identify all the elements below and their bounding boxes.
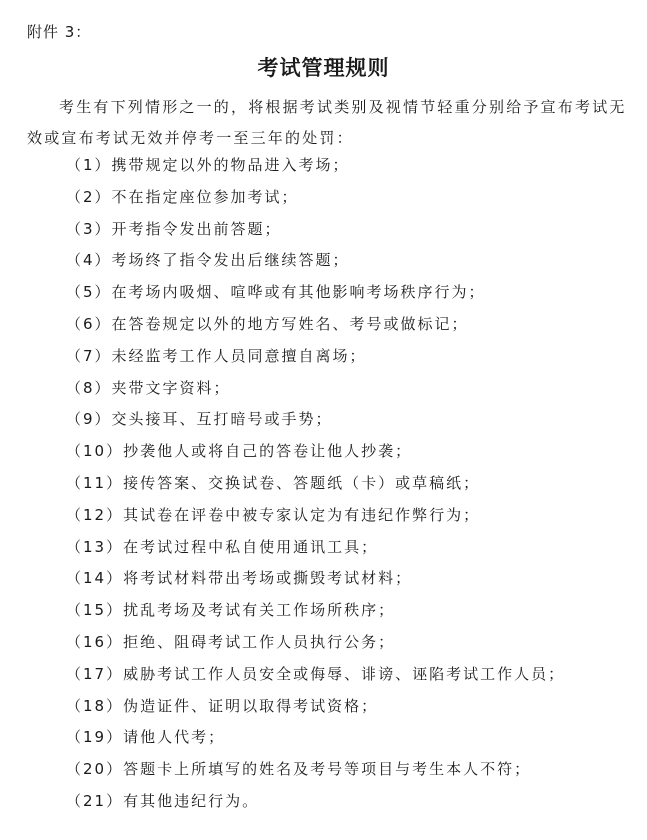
rule-item-21: （21）有其他违纪行为。 [66,791,260,810]
rule-item-4: （4）考场终了指令发出后继续答题； [66,251,350,270]
rule-item-3: （3）开考指令发出前答题； [66,219,282,238]
rule-item-8: （8）夹带文字资料； [66,378,231,397]
rule-item-2: （2）不在指定座位参加考试； [66,187,299,206]
rule-item-18: （18）伪造证件、证明以取得考试资格； [66,696,379,715]
intro-paragraph: 考生有下列情形之一的，将根据考试类别及视情节轻重分别给予宣布考试无效或宣布考试无效并停考一至三年的处罚： [27,98,627,147]
rule-item-20: （20）答题卡上所填写的姓名及考号等项目与考生本人不符； [66,760,532,779]
rule-item-11: （11）接传答案、交换试卷、答题纸（卡）或草稿纸； [66,473,481,492]
rule-item-15: （15）扰乱考场及考试有关工作场所秩序； [66,601,396,620]
rule-item-13: （13）在考试过程中私自使用通讯工具； [66,537,379,556]
rules-list [66,150,565,818]
rule-item-19: （19）请他人代考； [66,728,226,747]
rule-item-6: （6）在答卷规定以外的地方写姓名、考号或做标记； [66,314,469,333]
rule-item-7: （7）未经监考工作人员同意擅自离场； [66,346,367,365]
rule-item-9: （9）交头接耳、互打暗号或手势； [66,410,333,429]
rule-item-12: （12）其试卷在评卷中被专家认定为有违纪作弊行为； [66,505,481,524]
rule-item-1: （1）携带规定以外的物品进入考场； [66,156,350,174]
page-title: 考试管理规则 [257,56,390,80]
rule-item-17: （17）威胁考试工作人员安全或侮辱、诽谤、诬陷考试工作人员； [66,664,566,683]
rule-item-14: （14）将考试材料带出考场或撕毁考试材料； [66,569,413,588]
rule-item-16: （16）拒绝、阻碍考试工作人员执行公务； [66,632,396,651]
rule-item-5: （5）在考场内吸烟、喧哗或有其他影响考场秩序行为； [66,283,486,302]
rule-item-10: （10）抄袭他人或将自己的答卷让他人抄袭； [66,442,413,461]
attachment-label: 附件 3： [27,23,92,41]
